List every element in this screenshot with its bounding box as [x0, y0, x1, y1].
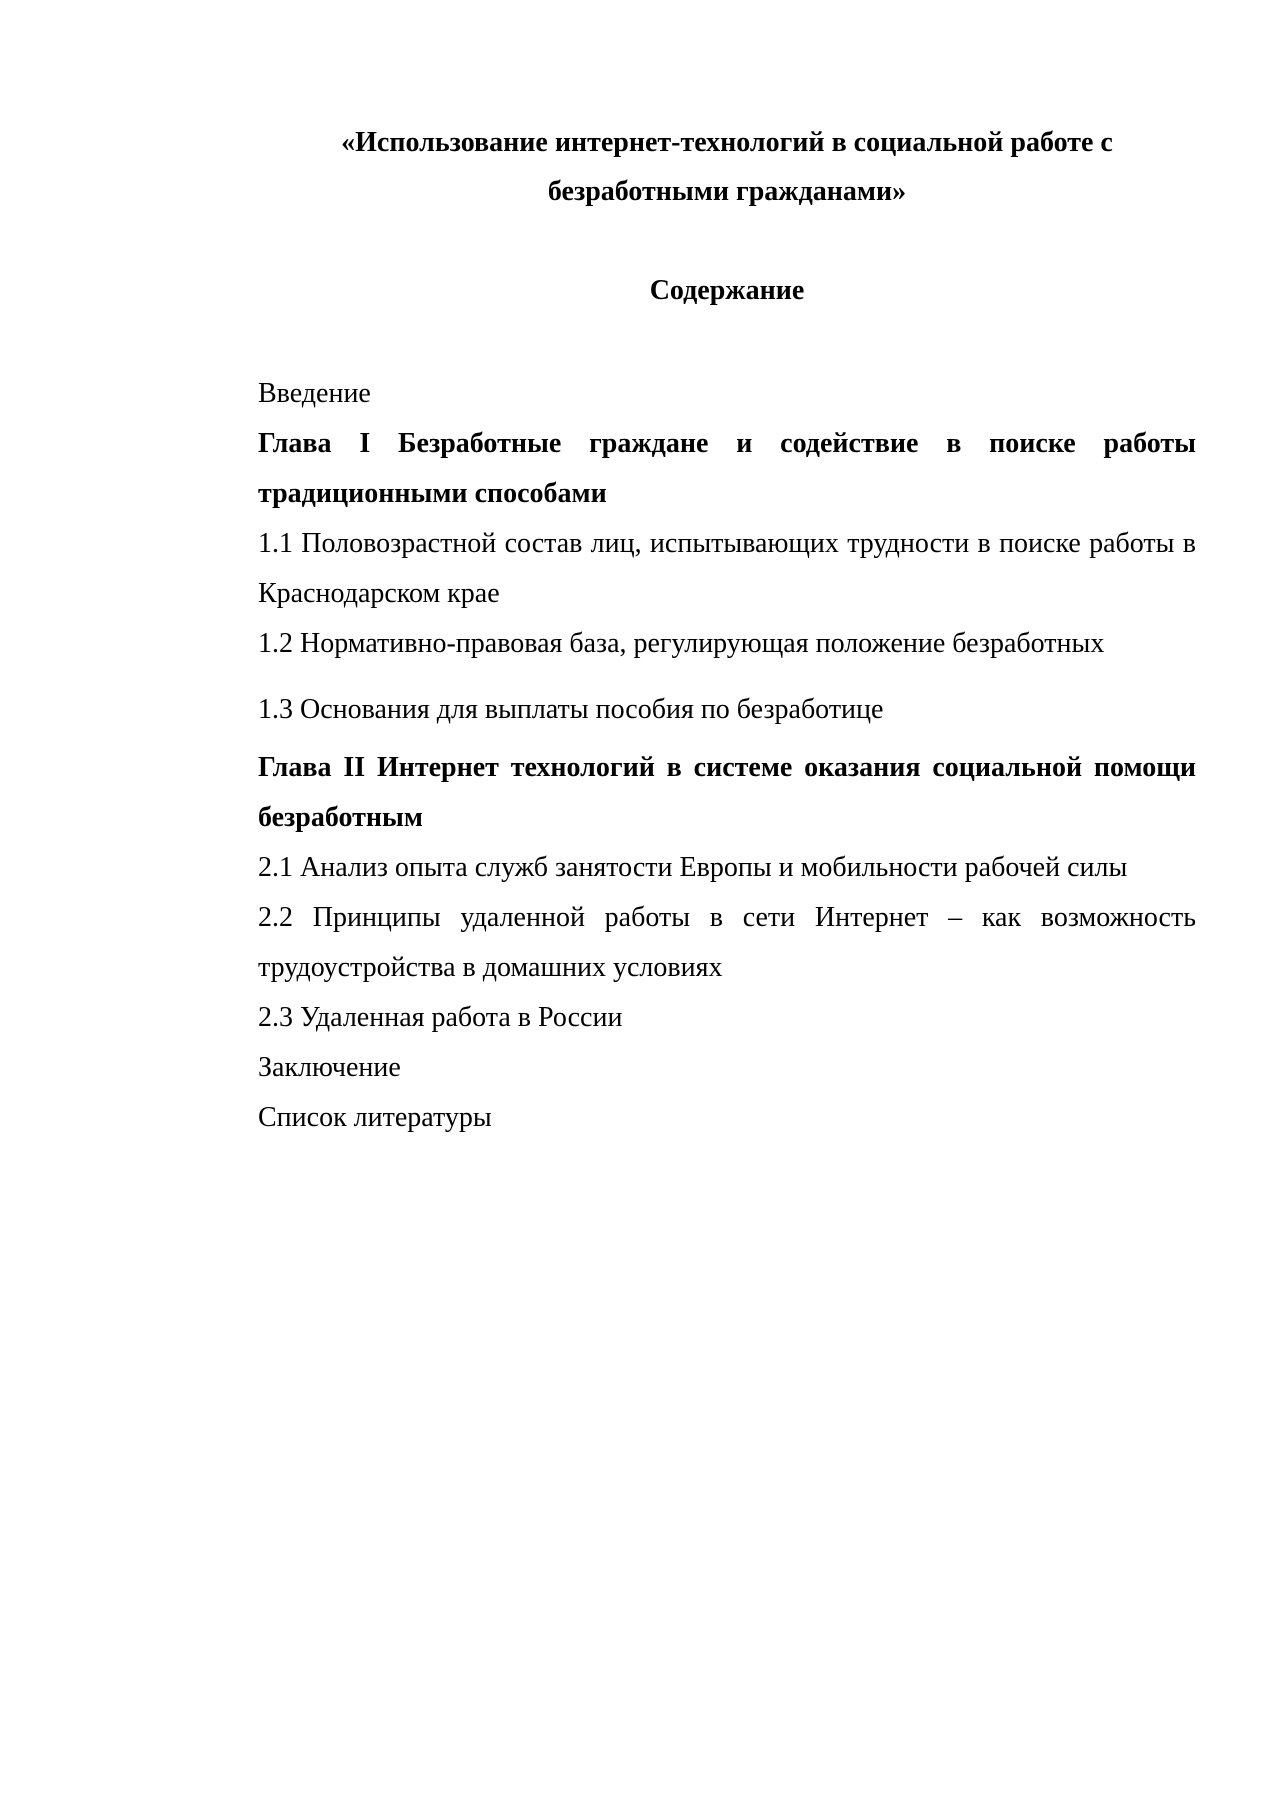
toc-entry-chapter-2: Глава II Интернет технологий в системе оказания социальной помощи безработным — [258, 752, 1196, 833]
toc-entry-1-3: 1.3 Основания для выплаты пособия по безработице — [258, 694, 884, 725]
toc-entry-introduction: Введение — [258, 378, 371, 409]
table-of-contents — [258, 369, 1196, 1143]
contents-heading: Содержание — [649, 275, 805, 306]
document-title: «Использование интернет-технологий в социальной работе с безработными гражданами» — [341, 127, 1113, 207]
toc-entry-bibliography: Список литературы — [258, 1102, 492, 1133]
toc-entry-conclusion: Заключение — [258, 1052, 401, 1083]
toc-entry-2-2: 2.2 Принципы удаленной работы в сети Интернет – как возможность трудоустройства в домашних условиях — [258, 902, 1196, 983]
toc-entry-1-2: 1.2 Нормативно-правовая база, регулирующая положение безработных — [258, 628, 1105, 659]
toc-entry-1-1: 1.1 Половозрастной состав лиц, испытывающих трудности в поиске работы в Краснодарском крае — [258, 528, 1196, 609]
toc-entry-chapter-1: Глава I Безработные граждане и содействие в поиске работы традиционными способами — [258, 428, 1196, 509]
toc-entry-2-1: 2.1 Анализ опыта служб занятости Европы и мобильности рабочей силы — [258, 852, 1128, 883]
toc-entry-2-3: 2.3 Удаленная работа в России — [258, 1002, 623, 1033]
